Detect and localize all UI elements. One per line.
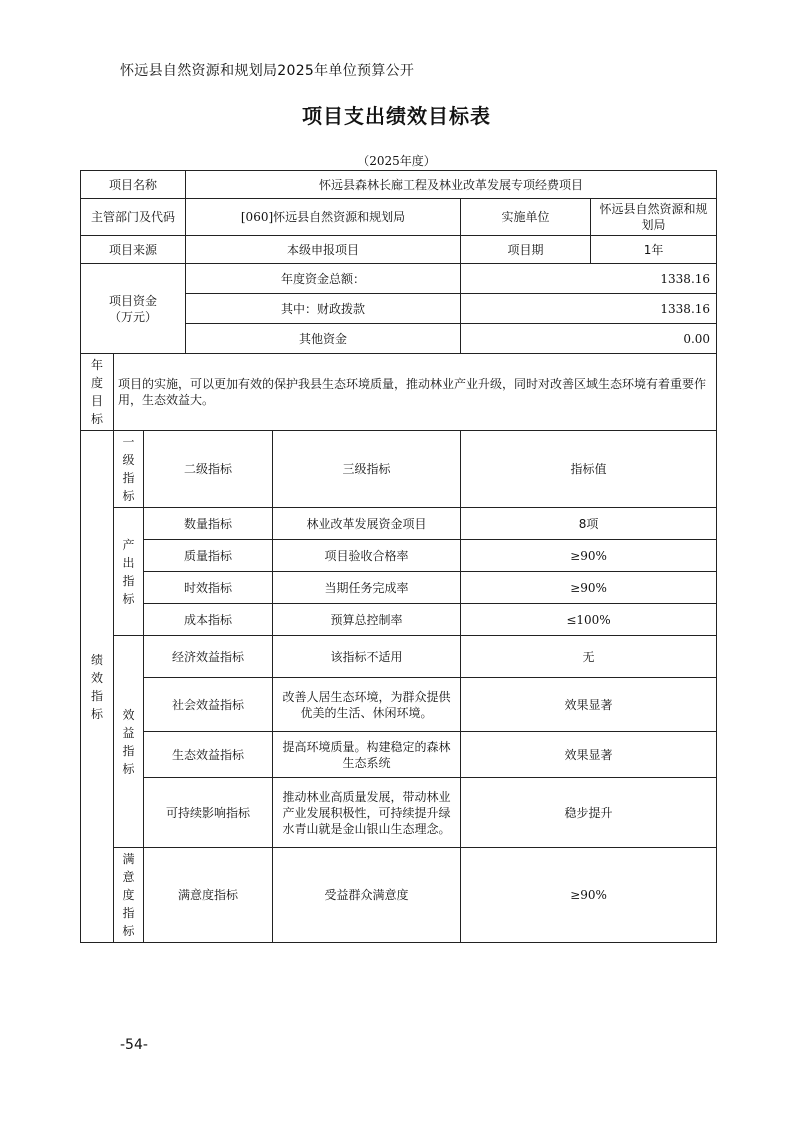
dept-value: [060]怀远县自然资源和规划局 (186, 199, 461, 236)
effect-value: 效果显著 (461, 732, 717, 778)
effect-l2: 生态效益指标 (144, 732, 273, 778)
effect-value: 稳步提升 (461, 778, 717, 848)
impl-value: 怀远县自然资源和规划局 (591, 199, 717, 236)
effect-l3: 推动林业高质量发展，带动林业产业发展积极性，可持续提升绿水青山就是金山银山生态理念。 (273, 778, 461, 848)
satisfaction-l3: 受益群众满意度 (273, 848, 461, 943)
effect-l2: 可持续影响指标 (144, 778, 273, 848)
other-value: 0.00 (461, 324, 717, 354)
goal-label: 年度目标 (81, 354, 114, 431)
output-l3: 预算总控制率 (273, 604, 461, 636)
output-value: ≥90% (461, 572, 717, 604)
satisfaction-value: ≥90% (461, 848, 717, 943)
goal-text: 项目的实施，可以更加有效的保护我县生态环境质量，推动林业产业升级，同时对改善区域生态环境有着重要作用，生态效益大。 (114, 354, 717, 431)
document-header: 怀远县自然资源和规划局2025年单位预算公开 (120, 63, 415, 79)
satisfaction-label: 满意度指标 (114, 848, 144, 943)
effect-value: 效果显著 (461, 678, 717, 732)
performance-table (80, 170, 717, 943)
effect-l3: 该指标不适用 (273, 636, 461, 678)
page-number: -54- (120, 1037, 148, 1053)
total-value: 1338.16 (461, 264, 717, 294)
other-label: 其他资金 (186, 324, 461, 354)
period-value: 1年 (591, 236, 717, 264)
source-label: 项目来源 (81, 236, 186, 264)
fiscal-year: （2025年度） (357, 154, 436, 168)
funds-label: 项目资金（万元） (81, 264, 186, 354)
col-value: 指标值 (461, 431, 717, 508)
total-label: 年度资金总额： (186, 264, 461, 294)
output-value: ≥90% (461, 540, 717, 572)
effect-l3: 改善人居生态环境，为群众提供优美的生活、休闲环境。 (273, 678, 461, 732)
output-l2: 数量指标 (144, 508, 273, 540)
fiscal-value: 1338.16 (461, 294, 717, 324)
source-value: 本级申报项目 (186, 236, 461, 264)
col-level1: 一级指标 (114, 431, 144, 508)
output-l2: 时效指标 (144, 572, 273, 604)
dept-label: 主管部门及代码 (81, 199, 186, 236)
fiscal-label: 其中：财政拨款 (186, 294, 461, 324)
effect-value: 无 (461, 636, 717, 678)
output-label: 产出指标 (114, 508, 144, 636)
col-level3: 三级指标 (273, 431, 461, 508)
indicators-section-label: 绩效指标 (81, 431, 114, 943)
output-value: 8项 (461, 508, 717, 540)
output-value: ≤100% (461, 604, 717, 636)
project-name-label: 项目名称 (81, 171, 186, 199)
output-l2: 质量指标 (144, 540, 273, 572)
effect-l2: 经济效益指标 (144, 636, 273, 678)
project-name-value: 怀远县森林长廊工程及林业改革发展专项经费项目 (186, 171, 717, 199)
period-label: 项目期 (461, 236, 591, 264)
col-level2: 二级指标 (144, 431, 273, 508)
document-title: 项目支出绩效目标表 (302, 104, 491, 128)
effect-l3: 提高环境质量。构建稳定的森林生态系统 (273, 732, 461, 778)
output-l2: 成本指标 (144, 604, 273, 636)
effect-label: 效益指标 (114, 636, 144, 848)
satisfaction-l2: 满意度指标 (144, 848, 273, 943)
output-l3: 林业改革发展资金项目 (273, 508, 461, 540)
effect-l2: 社会效益指标 (144, 678, 273, 732)
output-l3: 当期任务完成率 (273, 572, 461, 604)
impl-label: 实施单位 (461, 199, 591, 236)
output-l3: 项目验收合格率 (273, 540, 461, 572)
